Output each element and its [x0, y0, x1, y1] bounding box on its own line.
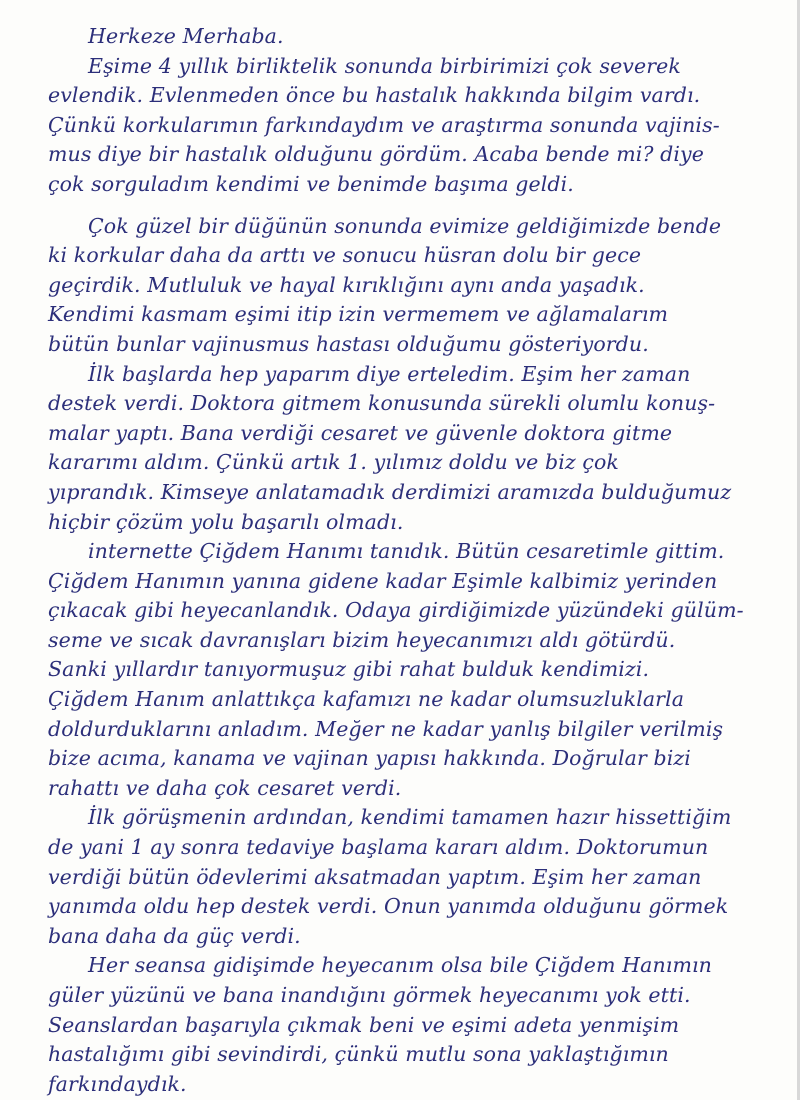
letter-line: bize acıma, kanama ve vajinan yapısı hakkında. Doğrular bizi [48, 746, 691, 771]
letter-line: hastalığımı gibi sevindirdi, çünkü mutlu sona yaklaştığımın [48, 1042, 669, 1067]
letter-line: Çünkü korkularımın farkındaydım ve araştırma sonunda vajinis- [48, 112, 720, 137]
letter-line: rahattı ve daha çok cesaret verdi. [48, 775, 402, 800]
letter-line: internette Çiğdem Hanımı tanıdık. Bütün cesaretimle gittim. [88, 539, 725, 564]
letter-line: Sanki yıllardır tanıyormuşuz gibi rahat bulduk kendimizi. [48, 657, 650, 682]
letter-line: Seanslardan başarıyla çıkmak beni ve eşimi adeta yenmişim [48, 1012, 680, 1037]
letter-line: destek verdi. Doktora gitmem konusunda sürekli olumlu konuş- [48, 391, 716, 416]
letter-line: bana daha da güç verdi. [48, 923, 301, 948]
letter-line: Kendimi kasmam eşimi itip izin vermemem ve ağlamalarım [48, 302, 669, 327]
letter-line: bütün bunlar vajinusmus hastası olduğumu gösteriyordu. [48, 331, 649, 356]
letter-line: ki korkular daha da arttı ve sonucu hüsran dolu bir gece [48, 243, 642, 268]
letter-line: malar yaptı. Bana verdiği cesaret ve güvenle doktora gitme [48, 420, 673, 445]
letter-line: seme ve sıcak davranışları bizim heyecanımızı aldı götürdü. [48, 627, 676, 652]
letter-line: mus diye bir hastalık olduğunu gördüm. Acaba bende mi? diye [48, 142, 704, 167]
letter-line: İlk başlarda hep yaparım diye erteledim. Eşim her zaman [88, 361, 691, 386]
letter-line: yıprandık. Kimseye anlatamadık derdimizi aramızda bulduğumuz [48, 479, 732, 504]
letter-line: kararımı aldım. Çünkü artık 1. yılımız doldu ve biz çok [48, 450, 619, 475]
letter-line: çıkacak gibi heyecanlandık. Odaya girdiğimizde yüzündeki gülüm- [48, 598, 744, 623]
letter-line: de yani 1 ay sonra tedaviye başlama kararı aldım. Doktorumun [48, 835, 709, 860]
letter-line: Çiğdem Hanım anlattıkça kafamızı ne kadar olumsuzluklarla [48, 687, 685, 712]
letter-greeting: Herkeze Merhaba. [88, 24, 284, 48]
letter-line: İlk görüşmenin ardından, kendimi tamamen hazır hissettiğim [88, 805, 732, 830]
letter-line: Çiğdem Hanımın yanına gidene kadar Eşimle kalbimiz yerinden [48, 568, 718, 593]
letter-line: Her seansa gidişimde heyecanım olsa bile Çiğdem Hanımın [88, 953, 712, 978]
paragraph-gap [48, 200, 778, 212]
letter-line: doldurduklarını anladım. Meğer ne kadar yanlış bilgiler verilmiş [48, 716, 724, 741]
letter-line: güler yüzünü ve bana inandığını görmek heyecanımı yok etti. [48, 983, 691, 1007]
letter-line: evlendik. Evlenmeden önce bu hastalık hakkında bilgim vardı. [48, 83, 701, 108]
letter-line: verdiği bütün ödevlerimi aksatmadan yaptım. Eşim her zaman [48, 864, 702, 889]
letter-line: farkındaydık. [48, 1071, 187, 1096]
letter-line: Çok güzel bir düğünün sonunda evimize geldiğimizde bende [88, 213, 722, 238]
letter-line: çok sorguladım kendimi ve benimde başıma geldi. [48, 171, 574, 196]
letter-line: Eşime 4 yıllık birliktelik sonunda birbirimizi çok severek [88, 53, 681, 78]
letter-body [48, 22, 778, 1099]
letter-line: geçirdik. Mutluluk ve hayal kırıklığını aynı anda yaşadık. [48, 272, 645, 297]
letter-line: hiçbir çözüm yolu başarılı olmadı. [48, 509, 404, 534]
letter-line: yanımda oldu hep destek verdi. Onun yanımda olduğunu görmek [48, 894, 729, 919]
